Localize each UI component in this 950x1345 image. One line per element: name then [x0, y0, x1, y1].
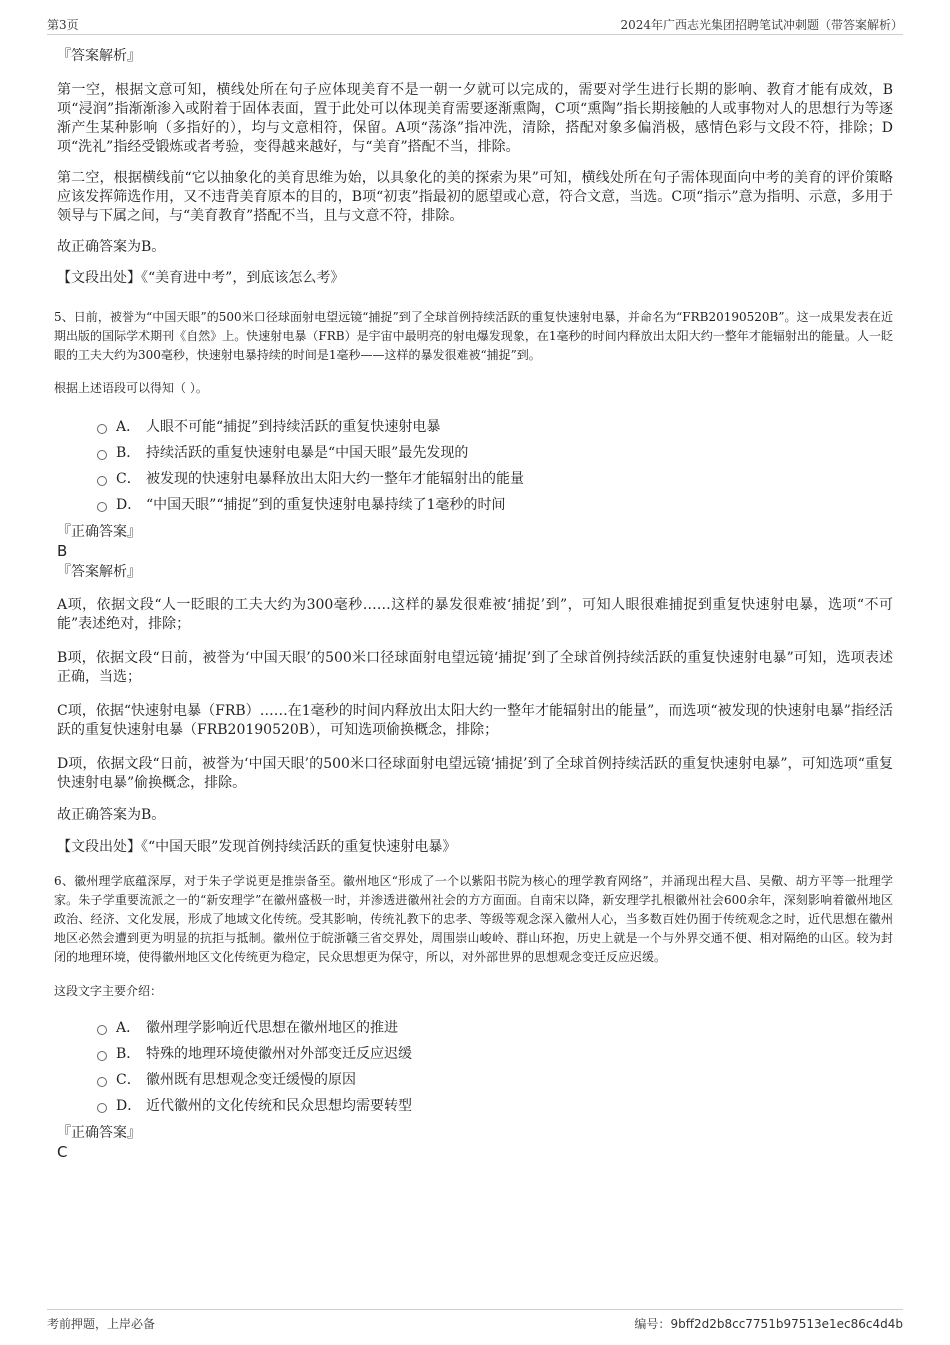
- q6-option-a[interactable]: A． 徽州理学影响近代思想在徽州地区的推进: [97, 1015, 893, 1041]
- q4-conclusion: 故正确答案为B。: [57, 239, 166, 255]
- q5-analysis-b: B项，依据文段“日前，被誉为‘中国天眼’的500米口径球面射电望远镜‘捕捉’到了全球首例持续活跃的重复快速射电暴”可知，选项表述正确，当选；: [57, 650, 893, 685]
- page-number: 第3页: [47, 18, 79, 32]
- q5-answer: B: [57, 542, 68, 560]
- q5-option-a[interactable]: A． 人眼不可能“捕捉”到持续活跃的重复快速射电暴: [97, 414, 893, 440]
- q5-answer-heading: 『正确答案』: [57, 524, 141, 540]
- q6-question: 这段文字主要介绍：: [54, 984, 163, 998]
- radio-icon[interactable]: [97, 502, 107, 512]
- radio-icon[interactable]: [97, 1051, 107, 1061]
- q5-question: 根据上述语段可以得知（ ）。: [54, 381, 208, 395]
- page-footer: [47, 1309, 903, 1334]
- q6-options: [97, 1015, 893, 1119]
- q6-option-c[interactable]: C． 徽州既有思想观念变迁缓慢的原因: [97, 1067, 893, 1093]
- q6-option-d[interactable]: D． 近代徽州的文化传统和民众思想均需要转型: [97, 1093, 893, 1119]
- q5-options: [97, 414, 893, 518]
- q5-conclusion: 故正确答案为B。: [57, 807, 166, 823]
- radio-icon[interactable]: [97, 1025, 107, 1035]
- radio-icon[interactable]: [97, 450, 107, 460]
- q4-source: 【文段出处】《“美育进中考”，到底该怎么考》: [57, 270, 345, 286]
- q5-stem: 5、日前，被誉为“中国天眼”的500米口径球面射电望远镜“捕捉”到了全球首例持续活跃的重复快速射电暴，并命名为“FRB20190520B”。这一成果发表在近期出版的国际学术期刊《自然》上。快速射电暴（FRB）是宇宙中最明亮的射电爆发现象，在1毫秒的时间内释放出太阳大约一整年才能辐射出的能量。人一眨眼的工夫大约为300毫秒，快速射电暴持续的时间是1毫秒——这样的暴发很难被“捕捉”到。: [54, 310, 893, 362]
- q5-analysis-c: C项，依据“快速射电暴（FRB）……在1毫秒的时间内释放出太阳大约一整年才能辐射出的能量”，而选项“被发现的快速射电暴”指经活跃的重复快速射电暴（FRB20190520B），可知选项偷换概念，排除；: [57, 703, 893, 738]
- q5-analysis-heading: 『答案解析』: [57, 564, 141, 580]
- q5-source: 【文段出处】《“中国天眼”发现首例持续活跃的重复快速射电暴》: [57, 839, 457, 855]
- q5-option-b[interactable]: B． 持续活跃的重复快速射电暴是“中国天眼”最先发现的: [97, 440, 893, 466]
- radio-icon[interactable]: [97, 1103, 107, 1113]
- document-code-label: 编号：: [634, 1317, 671, 1331]
- document-code: [634, 1315, 903, 1332]
- q5-option-c[interactable]: C． 被发现的快速射电暴释放出太阳大约一整年才能辐射出的能量: [97, 466, 893, 492]
- radio-icon[interactable]: [97, 1077, 107, 1087]
- q6-answer: C: [57, 1143, 68, 1161]
- q6-stem: 6、徽州理学底蕴深厚，对于朱子学说更是推崇备至。徽州地区“形成了一个以紫阳书院为核心的理学教育网络”，并涌现出程大昌、吴儆、胡方平等一批理学家。朱子学重要流派之一的“新安理学”在徽州盛极一时，并渗透进徽州社会的方方面面。自南宋以降，新安理学扎根徽州社会600余年，深刻影响着徽州地区政治、经济、文化发展，形成了地域文化传统。受其影响，传统礼教下的忠孝、等级等观念深入徽州人心，当多数百姓仍囿于传统观念之时，近代思想在徽州地区必然会遭到更为明显的抗拒与抵制。徽州位于皖浙赣三省交界处，周围崇山峻岭、群山环抱，历史上就是一个与外界交通不便、相对隔绝的山区。较为封闭的地理环境，使得徽州地区文化传统更为稳定，民众思想更为保守，所以，对外部世界的思想观念变迁反应迟缓。: [54, 874, 893, 964]
- document-title: 2024年广西志光集团招聘笔试冲刺题（带答案解析）: [620, 18, 903, 32]
- q4-analysis-paragraph-2: 第二空，根据横线前“它以抽象化的美育思维为始，以具象化的美的探索为果”可知，横线处所在句子需体现面向中考的美育的评价策略应该发挥筛选作用，又不违背美育原本的目的，B项“初衷”指最初的愿望或心意，符合文意，当选。C项“指示”意为指明、示意，多用于领导与下属之间，与“美育教育”搭配不当，且与文意不符，排除。: [57, 170, 893, 224]
- q4-analysis-heading: 『答案解析』: [57, 48, 141, 64]
- q5-analysis-a: A项，依据文段“人一眨眼的工夫大约为300毫秒……这样的暴发很难被‘捕捉’到”，可知人眼很难捕捉到重复快速射电暴，选项“不可能”表述绝对，排除；: [57, 597, 893, 632]
- radio-icon[interactable]: [97, 424, 107, 434]
- q4-analysis-paragraph-1: 第一空，根据文意可知，横线处所在句子应体现美育不是一朝一夕就可以完成的，需要对学生进行长期的影响、教育才能有成效，B项“浸润”指渐渐渗入或附着于固体表面，置于此处可以体现美育需要逐渐熏陶，C项“熏陶”指长期接触的人或事物对人的思想行为等逐渐产生某种影响（多指好的），均与文意相符，保留。A项“荡涤”指冲洗，清除，搭配对象多偏消极，感情色彩与文段不符，排除；D项“洗礼”指经受锻炼或者考验，变得越来越好，与“美育”搭配不当，排除。: [57, 82, 893, 155]
- footer-slogan: 考前押题，上岸必备: [47, 1317, 156, 1331]
- page-content: [54, 46, 893, 1161]
- radio-icon[interactable]: [97, 476, 107, 486]
- q6-answer-heading: 『正确答案』: [57, 1125, 141, 1141]
- document-code-value: 9bff2d2b8cc7751b97513e1ec86c4d4b: [670, 1317, 903, 1331]
- q5-option-d[interactable]: D． “中国天眼”“捕捉”到的重复快速射电暴持续了1毫秒的时间: [97, 492, 893, 518]
- q5-analysis-d: D项，依据文段“日前，被誉为‘中国天眼’的500米口径球面射电望远镜‘捕捉’到了全球首例持续活跃的重复快速射电暴”，可知选项“重复快速射电暴”偷换概念，排除。: [57, 756, 893, 791]
- page-header: [47, 14, 903, 35]
- q6-option-b[interactable]: B． 特殊的地理环境使徽州对外部变迁反应迟缓: [97, 1041, 893, 1067]
